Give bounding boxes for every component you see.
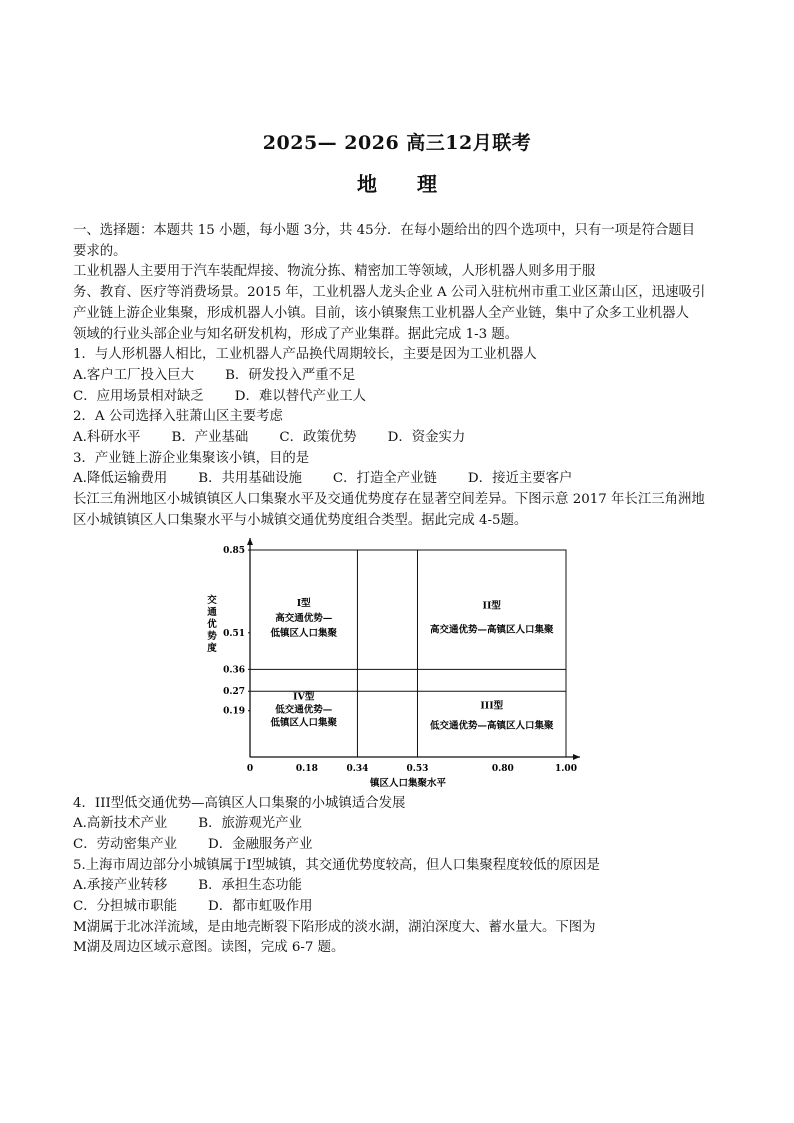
y-axis-label-char: 优: [207, 618, 217, 630]
passage-line: 务、教育、医疗等消费场景。2015 年，工业机器人龙头企业 A 公司入驻杭州市重工业区萧山区，迅速吸引: [73, 285, 706, 301]
section-instructions-line: 一、选择题：本题共 15 小题，每小题 3分，共 45分．在每小题给出的四个选项中，只有一项是符合题目: [73, 223, 696, 238]
x-tick-label: 0.53: [406, 763, 429, 774]
quadrant-IV-line: 低交通优势—: [275, 703, 333, 715]
quadrant-I-line: 高交通优势—: [275, 612, 333, 624]
passage-line: 产业链上游企业集聚，形成机器人小镇。目前，该小镇聚焦工业机器人全产业链，集中了众多工业机器人: [73, 305, 689, 321]
exam-title: 2025— 2026 高三12月联考: [262, 132, 532, 154]
x-axis-label: 镇区人口集聚水平: [369, 777, 447, 789]
passage-line: 区小城镇镇区人口集聚水平与小城镇交通优势度组合类型。据此完成 4-5题。: [73, 512, 528, 528]
passage-line: M湖属于北冰洋流域，是由地壳断裂下陷形成的淡水湖，湖泊深度大、蓄水量大。下图为: [73, 919, 596, 935]
question-1-options: A.客户工厂投入巨大 B．研发投入严重不足: [73, 367, 356, 383]
x-tick-label: 0: [246, 763, 254, 774]
quadrant-I-type: I型: [296, 597, 311, 609]
quadrant-IV-line: 低镇区人口集聚: [270, 716, 337, 728]
y-axis-label-char: 通: [207, 606, 217, 618]
y-tick-label: 0.85: [223, 545, 245, 556]
y-tick-label: 0.19: [223, 706, 245, 717]
question-2-options: A.科研水平 B．产业基础 C．政策优势 D．资金实力: [73, 430, 466, 446]
quadrant-II-type: II型: [482, 599, 501, 611]
question-4-options: C．劳动密集产业 D．金融服务产业: [73, 836, 313, 852]
y-axis-label-char: 度: [207, 642, 217, 654]
y-axis-arrow: [247, 538, 253, 545]
passage-line: 长江三角洲地区小城镇镇区人口集聚水平及交通优势度存在显著空间差异。下图示意 2017 年长江三角洲地: [73, 492, 705, 508]
question-1-stem: 1．与人形机器人相比，工业机器人产品换代周期较长，主要是因为工业机器人: [73, 347, 537, 363]
quadrant-III-line: 低交通优势—高镇区人口集聚: [429, 720, 554, 732]
x-tick-label: 1.00: [555, 763, 577, 774]
question-3-stem: 3．产业链上游企业集聚该小镇，目的是: [73, 450, 310, 466]
passage-line: 工业机器人主要用于汽车装配焊接、物流分拣、精密加工等领域，人形机器人则多用于服: [73, 264, 596, 280]
quadrant-IV-type: IV型: [293, 690, 315, 702]
y-tick-label: 0.27: [223, 686, 245, 697]
quadrant-II-line: 高交通优势—高镇区人口集聚: [429, 623, 554, 635]
x-tick-label: 0.34: [346, 763, 369, 774]
quadrant-chart-svg: [73, 536, 723, 794]
question-5-stem: 5.上海市周边部分小城镇属于Ⅰ型城镇，其交通优势度较高，但人口集聚程度较低的原因是: [73, 857, 600, 873]
passage-line: M湖及周边区域示意图。读图，完成 6-7 题。: [73, 940, 345, 956]
y-tick-label: 0.51: [223, 628, 245, 639]
y-axis-label-char: 交: [207, 594, 217, 606]
question-4-stem: 4．III型低交通优势—高镇区人口集聚的小城镇适合发展: [73, 795, 406, 811]
y-axis-label-char: 势: [207, 630, 217, 642]
subject-heading: 地 理: [357, 172, 437, 196]
passage-line: 领域的行业头部企业与知名研发机构，形成了产业集群。据此完成 1-3 题。: [73, 326, 519, 342]
x-tick-label: 0.80: [491, 763, 514, 774]
question-4-options: A.高新技术产业 B．旅游观光产业: [73, 816, 302, 832]
section-instructions-line: 要求的。: [73, 243, 127, 259]
question-3-options: A.降低运输费用 B．共用基础设施 C．打造全产业链 D．接近主要客户: [73, 471, 573, 487]
y-tick-label: 0.36: [223, 664, 245, 675]
question-5-options: C．分担城市职能 D．都市虹吸作用: [73, 899, 313, 915]
question-5-options: A.承接产业转移 B．承担生态功能: [73, 878, 302, 894]
question-1-options: C．应用场景相对缺乏 D．难以替代产业工人: [73, 388, 367, 404]
question-2-stem: 2．A 公司选择入驻萧山区主要考虑: [73, 409, 283, 425]
quadrant-I-line: 低镇区人口集聚: [270, 627, 337, 639]
quadrant-chart: [73, 536, 723, 794]
x-tick-label: 0.18: [295, 763, 318, 774]
exam-content: [73, 221, 723, 959]
x-axis-arrow: [573, 754, 580, 760]
quadrant-III-type: III型: [480, 700, 504, 712]
